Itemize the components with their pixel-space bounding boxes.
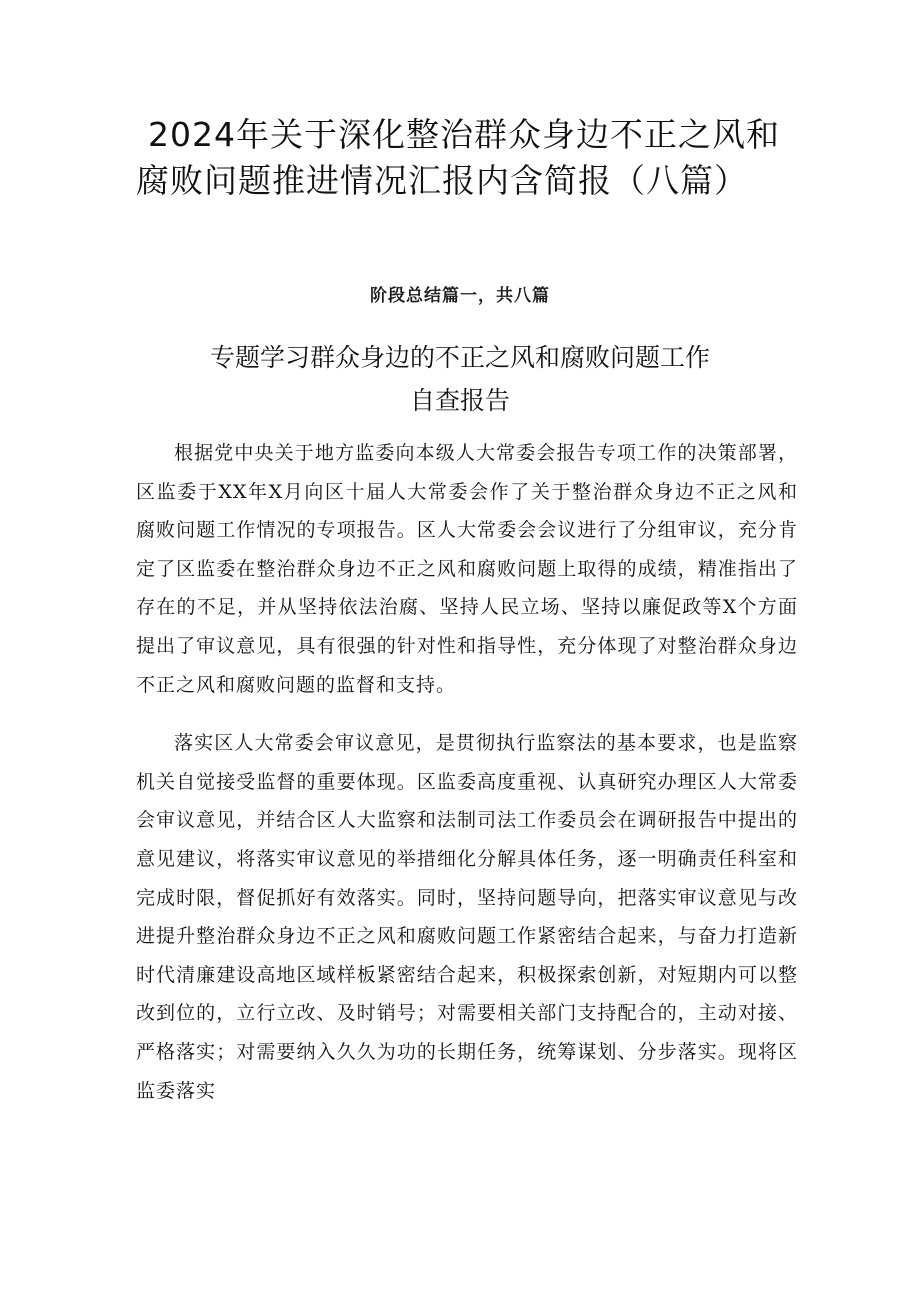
report-title-line-1: 专题学习群众身边的不正之风和腐败问题工作: [209, 343, 710, 372]
report-title-line-2: 自查报告: [409, 386, 510, 415]
section-label: 阶段总结篇一，共八篇: [370, 286, 550, 306]
body-paragraph-1: 根据党中央关于地方监委向本级人大常委会报告专项工作的决策部署，区监委于XX年X月向区十届人大常委会作了关于整治群众身边不正之风和腐败问题工作情况的专项报告。区人大常委会会议进行了分组审议，充分肯定了区监委在整治群众身边不正之风和腐败问题上取得的成绩，精准指出了存在的不足，并从坚持依法治腐、坚持人民立场、坚持以廉促政等X个方面提出了审议意见，具有很强的针对性和指导性，充分体现了对整治群众身边不正之风和腐败问题的监督和支持。: [136, 442, 798, 696]
report-body: [136, 434, 798, 1110]
document-title-line-1: 2024年关于深化整治群众身边不正之风和: [148, 115, 780, 154]
document-title-line-2: 腐败问题推进情况汇报内含简报（八篇）: [136, 161, 748, 200]
document-title: [136, 112, 816, 204]
body-paragraph-2: 落实区人大常委会审议意见，是贯彻执行监察法的基本要求，也是监察机关自觉接受监督的重要体现。区监委高度重视、认真研究办理区人大常委会审议意见，并结合区人大监察和法制司法工作委员会在调研报告中提出的意见建议，将落实审议意见的举措细化分解具体任务，逐一明确责任科室和完成时限，督促抓好有效落实。同时，坚持问题导向，把落实审议意见与改进提升整治群众身边不正之风和腐败问题工作紧密结合起来，与奋力打造新时代清廉建设高地区域样板紧密结合起来，积极探索创新，对短期内可以整改到位的，立行立改、及时销号；对需要相关部门支持配合的，主动对接、严格落实；对需要纳入久久为功的长期任务，统筹谋划、分步落实。现将区监委落实: [136, 732, 798, 1102]
report-title: [0, 336, 920, 422]
